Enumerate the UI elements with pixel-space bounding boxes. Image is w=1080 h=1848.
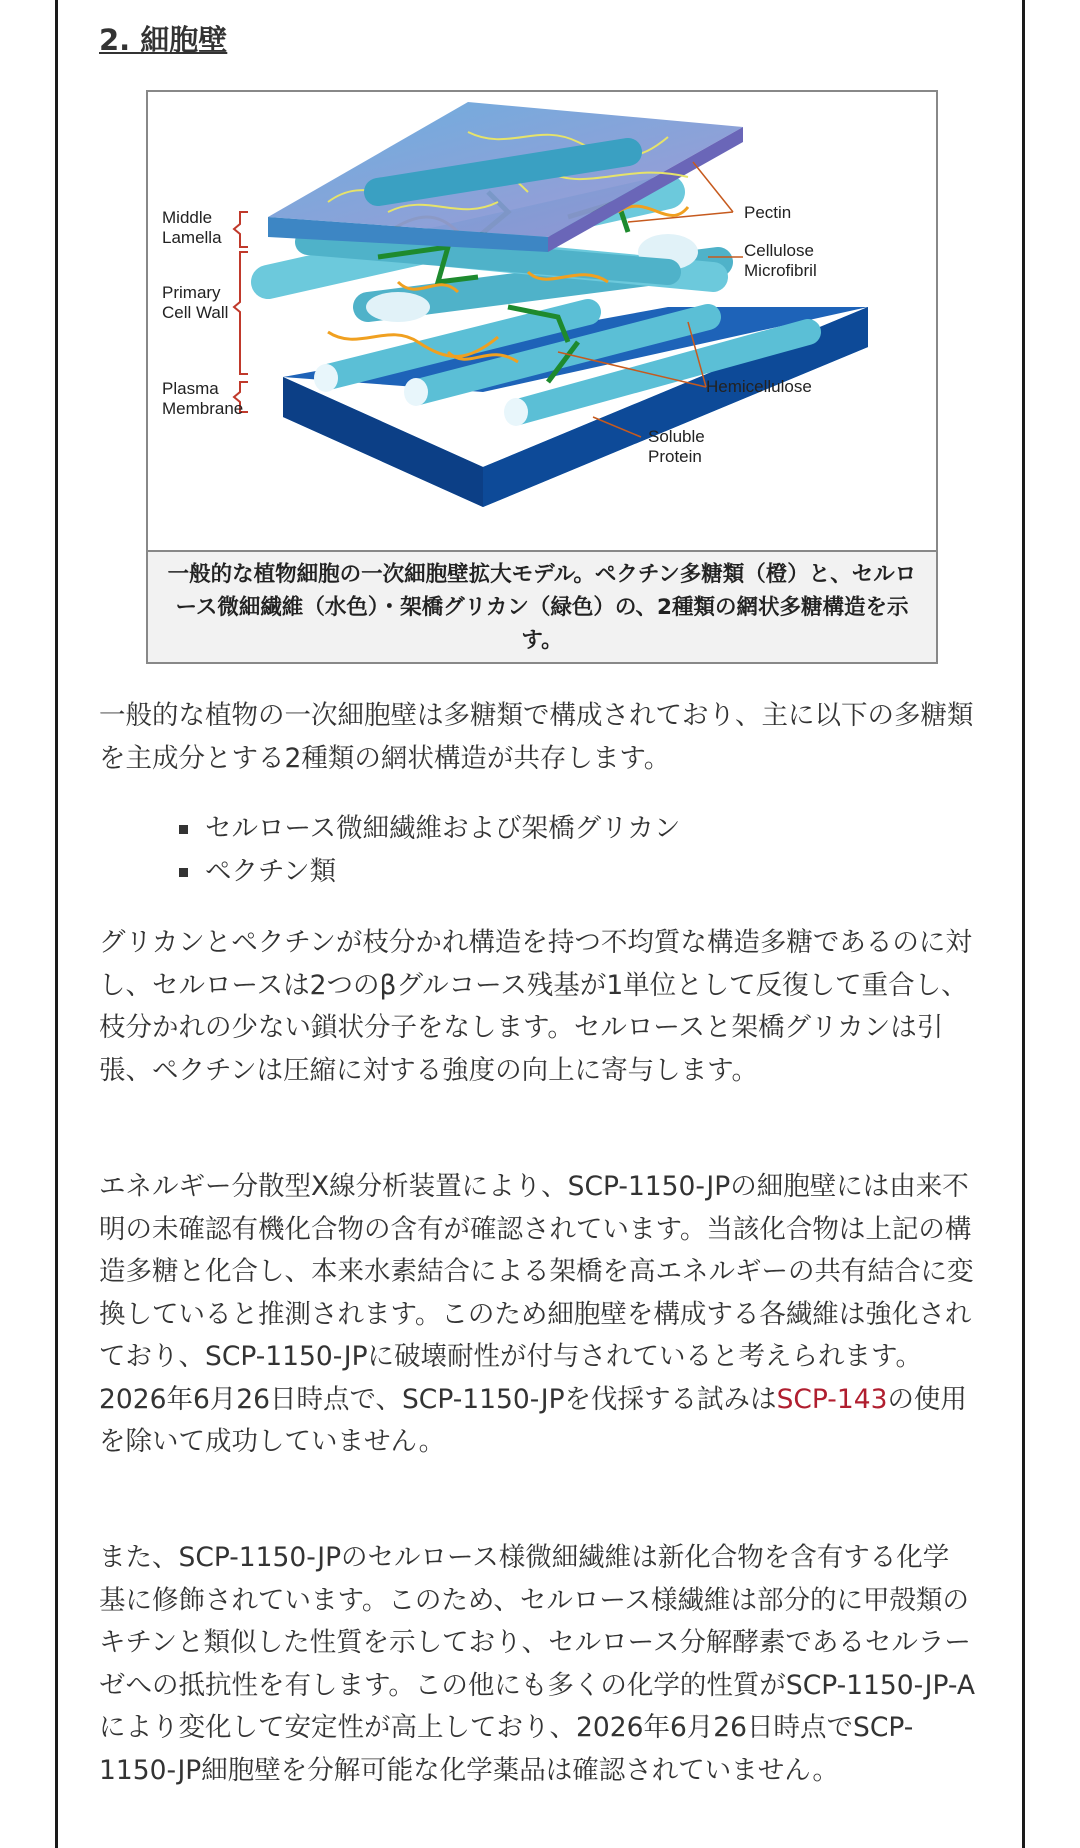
paragraph-intro: 一般的な植物の一次細胞壁は多糖類で構成されており、主に以下の多糖類を主成分とする2種類の網状構造が共存します。 (99, 700, 974, 774)
scp-143-link[interactable]: SCP-143 (776, 1383, 888, 1415)
cell-wall-diagram (148, 92, 936, 550)
label-plasma-membrane-1: Plasma (162, 379, 219, 398)
label-brackets (234, 212, 248, 412)
label-plasma-membrane-2: Membrane (162, 399, 244, 418)
label-soluble-1: Soluble (648, 427, 705, 446)
middle-lamella-slab (268, 102, 743, 252)
bullet-icon (179, 825, 188, 834)
paragraph-modification: また、SCP-1150-JPのセルロース様微細繊維は新化合物を含有する化学基に修飾されています。このため、セルロース様繊維は部分的に甲殻類のキチンと類似した性質を示しており、セルロース分解酵素であるセルラーゼへの抵抗性を有します。この他にも多くの化学的性質がSCP-1150-JP-Aにより変化して安定性が高上しており、2026年6月26日時点でSCP-1150-JP細胞壁を分解可能な化学薬品は確認されていません。 (99, 1542, 975, 1786)
label-soluble-2: Protein (648, 447, 702, 466)
label-cellulose-2: Microfibril (744, 261, 817, 280)
cell-wall-figure (146, 90, 938, 664)
label-middle-lamella-2: Lamella (162, 228, 222, 247)
polysaccharide-list (177, 807, 680, 893)
paragraph-analysis-tail: の使用を除いて成功していません。 (99, 1383, 967, 1457)
list-item-text: ペクチン類 (205, 856, 337, 887)
list-item (177, 807, 680, 850)
list-item-text: セルロース微細繊維および架橋グリカン (205, 813, 681, 844)
label-middle-lamella-1: Middle (162, 208, 213, 227)
section-heading: 2. 細胞壁 (99, 23, 228, 57)
figure-caption: 一般的な植物細胞の一次細胞壁拡大モデル。ペクチン多糖類（橙）と、セルロース微細繊維（水色）・架橋グリカン（緑色）の、2種類の網状多糖構造を示す。 (148, 550, 936, 662)
label-pectin: Pectin (744, 203, 792, 222)
paragraph-analysis-text: エネルギー分散型X線分析装置により、SCP-1150-JPの細胞壁には由来不明の未確認有機化合物の含有が確認されています。当該化合物は上記の構造多糖と化合し、本来水素結合による架橋を高エネルギーの共有結合に変換していると推測されます。このため細胞壁を構成する各繊維は強化されており、SCP-1150-JPに破壊耐性が付与されていると考えられます。2026年6月26日時点で、SCP-1150-JPを伐採する試みは (99, 1171, 974, 1415)
bullet-icon (179, 868, 188, 877)
paragraph-analysis (99, 1166, 975, 1464)
label-primary-cell-wall-2: Cell Wall (162, 303, 229, 322)
paragraph-cellulose: グリカンとペクチンが枝分かれ構造を持つ不均質な構造多糖であるのに対し、セルロースは2つのβグルコース残基が1単位として反復して重合し、枝分かれの少ない鎖状分子をなします。セルロースと架橋グリカンは引張、ペクチンは圧縮に対する強度の向上に寄与します。 (99, 927, 972, 1086)
list-item (177, 850, 680, 893)
label-primary-cell-wall-1: Primary (162, 283, 221, 302)
label-cellulose-1: Cellulose (744, 241, 814, 260)
label-hemicellulose: Hemicellulose (706, 377, 812, 396)
